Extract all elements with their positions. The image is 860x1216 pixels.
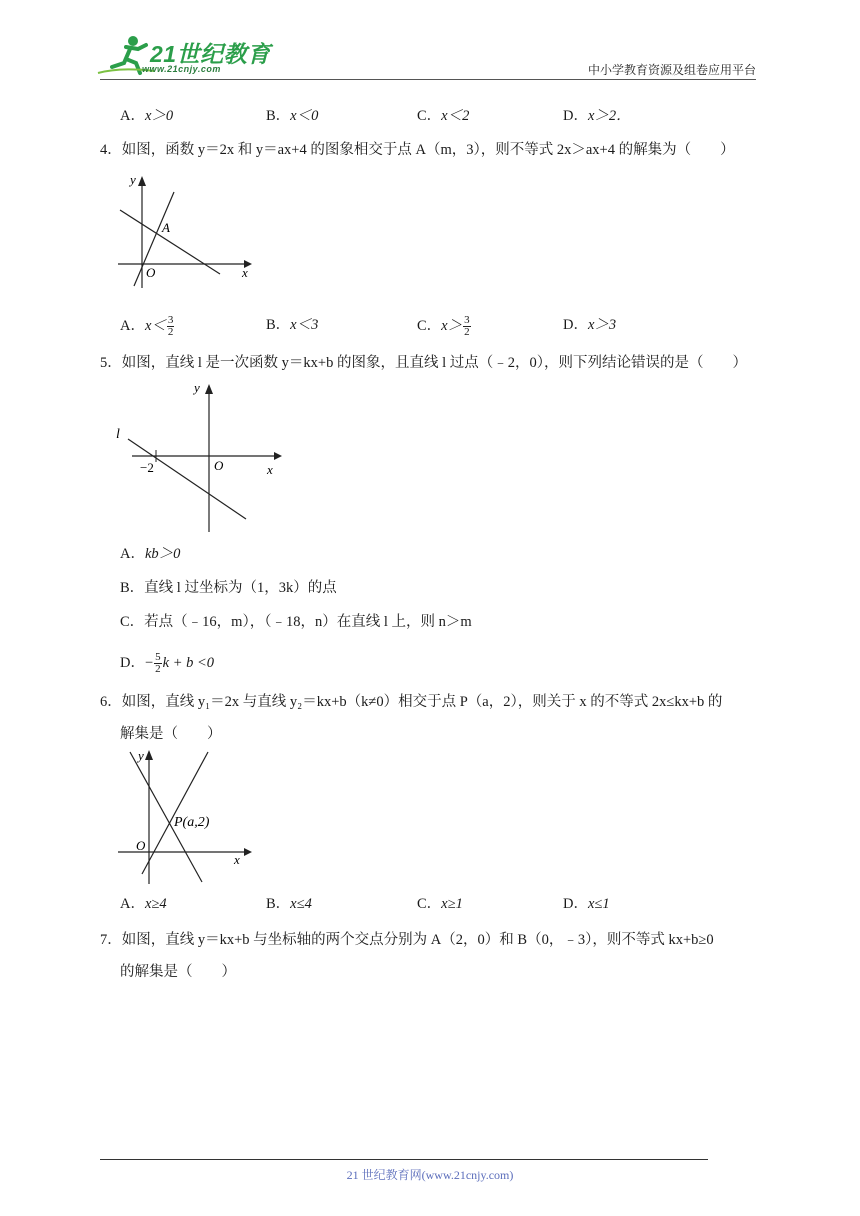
q5-figure (112, 376, 290, 534)
q6-figure (112, 746, 260, 886)
q3-option-d: D．x＞2． (563, 108, 631, 124)
q4-option-d: D．x＞3 (563, 317, 617, 333)
q5-option-d: D．− $\frac{5}{2}$ k + b <0 (120, 651, 215, 675)
q6-point-label: P(a,2) (174, 815, 210, 830)
q4-point-label: A (162, 220, 170, 235)
q7-stem-line2: 的解集是（ ） (120, 964, 236, 980)
q4-option-c: C．x＞ $\frac{3}{2}$ (417, 314, 470, 338)
q5-option-b: B．直线 l 过坐标为（1，3k）的点 (120, 580, 337, 596)
q6-y-label: y (138, 748, 144, 763)
q6-stem-line1: 6．如图，直线 y₁＝2x 与直线 y₂＝kx+b（k≠0）相交于点 P（a，2），则关于 x 的不等式 2x≤kx+b 的 (100, 694, 723, 710)
q6-option-c: C．x≥1 (417, 896, 463, 912)
q4-figure (112, 170, 257, 288)
q4-x-label: x (242, 265, 248, 280)
q4-option-b: B．x＜3 (266, 317, 319, 333)
site-slogan: 中小学教育资源及组卷应用平台 (587, 63, 756, 77)
footer-link[interactable]: 21 世纪教育网(www.21cnjy.com) (346, 1168, 514, 1182)
footer-divider (100, 1159, 708, 1160)
q4-stem: 4．如图，函数 y＝2x 和 y＝ax+4 的图象相交于点 A（m，3），则不等式 2x＞ax+4 的解集为（ ） (100, 142, 735, 158)
q4-option-a: A．x＜ $\frac{3}{2}$ (120, 314, 174, 338)
header-divider (100, 79, 756, 80)
logo-wordmark: 21世纪教育 (150, 41, 271, 67)
q5-stem: 5．如图，直线 l 是一次函数 y＝kx+b 的图象，且直线 l 过点（﹣2，0），则下列结论错误的是（ ） (100, 355, 747, 371)
q4-y-label: y (130, 172, 136, 187)
logo-url: www.21cnjy.com (142, 64, 221, 74)
q7-stem-line1: 7．如图，直线 y＝kx+b 与坐标轴的两个交点分别为 A（2，0）和 B（0，﹣3），则不等式 kx+b≥0 (100, 932, 714, 948)
q6-option-b: B．x≤4 (266, 896, 312, 912)
q5-option-a: A．kb＞0 (120, 546, 181, 562)
q3-option-b: B．x＜0 (266, 108, 319, 124)
q5-origin-label: O (214, 458, 224, 473)
q6-option-a: A．x≥4 (120, 896, 167, 912)
q4-origin-label: O (146, 265, 156, 280)
q6-stem-line2: 解集是（ ） (120, 726, 222, 742)
q5-y-label: y (194, 380, 200, 395)
q3-option-c: C．x＜2 (417, 108, 470, 124)
q5-x-label: x (267, 462, 273, 477)
q5-option-c: C．若点（﹣16，m），（﹣18，n）在直线 l 上，则 n＞m (120, 614, 472, 630)
q6-option-d: D．x≤1 (563, 896, 610, 912)
q6-x-label: x (234, 852, 240, 867)
q6-origin-label: O (136, 838, 146, 853)
q5-tick-label: −2 (140, 460, 154, 475)
q5-line-label: l (116, 427, 120, 442)
q3-option-a: A．x＞0 (120, 108, 174, 124)
